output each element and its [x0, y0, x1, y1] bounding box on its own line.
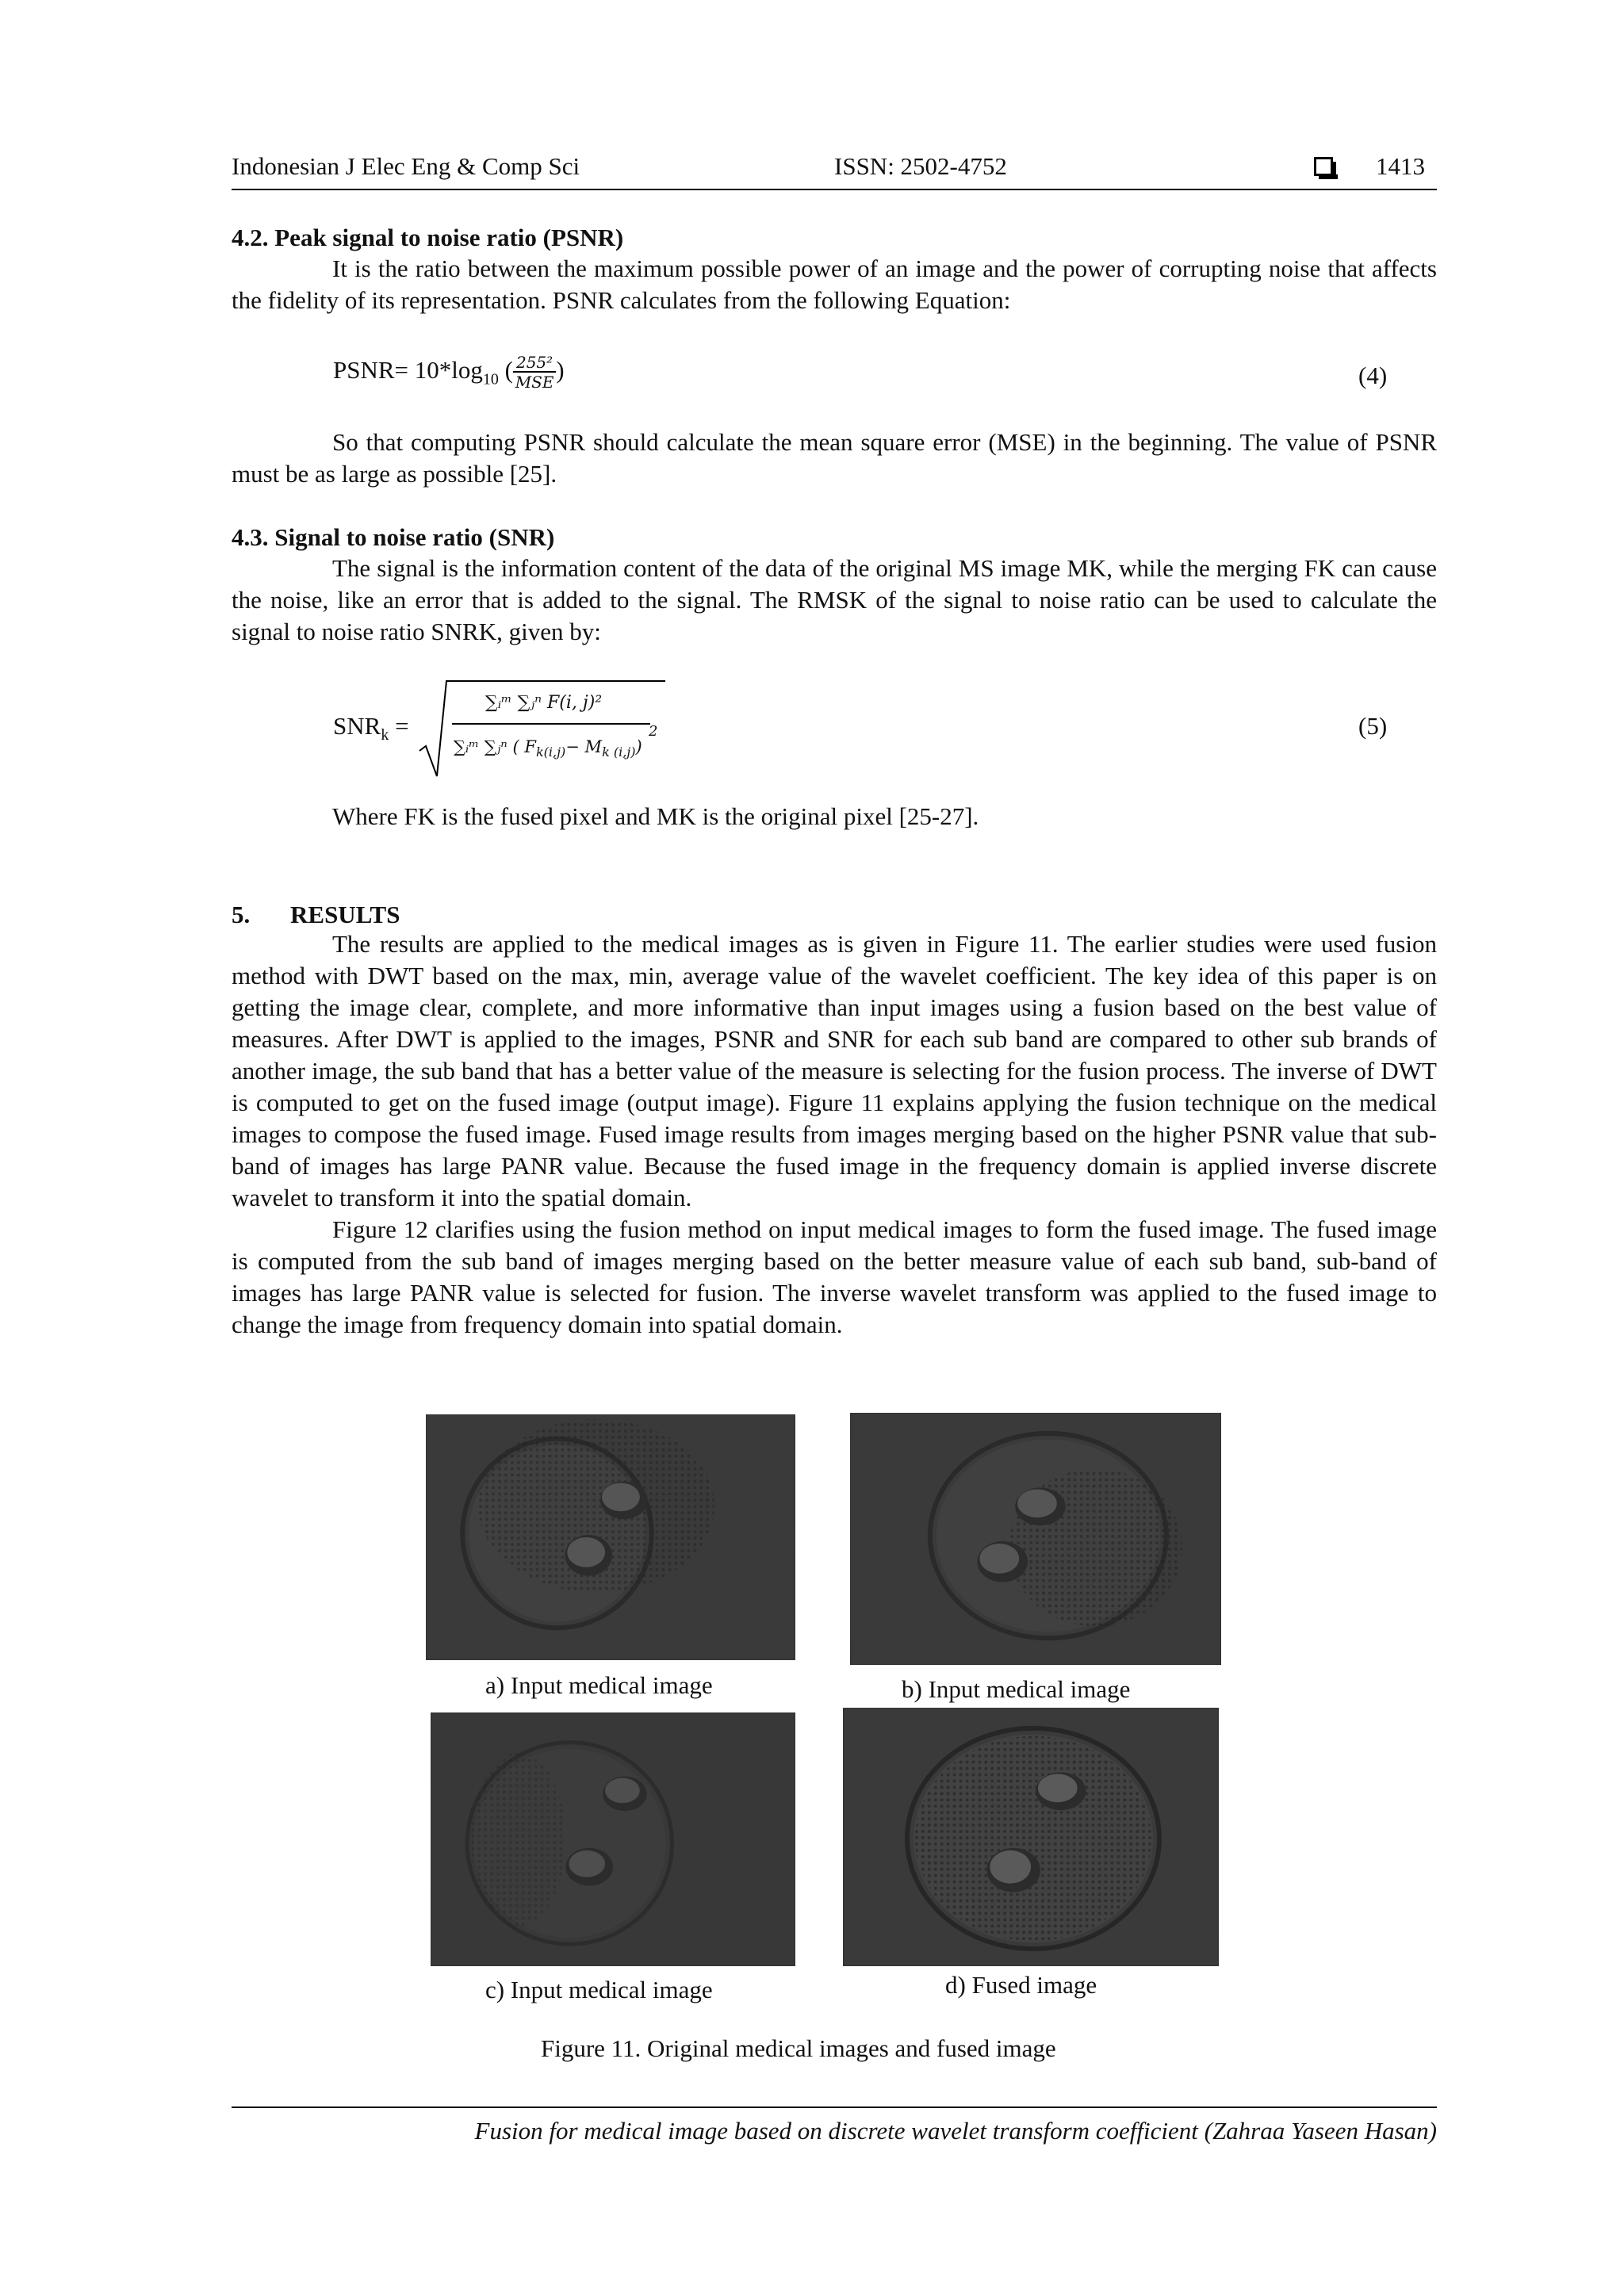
equation-denominator: MSE: [515, 373, 554, 392]
equation-subscript: k: [381, 726, 389, 744]
section-4-3-title: 4.3. Signal to noise ratio (SNR): [232, 523, 555, 551]
section-5-number: 5.: [232, 901, 251, 928]
equation-5-label: (5): [1358, 712, 1388, 740]
section-4-3-para1: [232, 553, 1437, 648]
paragraph: It is the ratio between the maximum possible power of an image and the power of corrupting noise that affects the fidelity of its representation. PSNR calculates from the following Equation:: [232, 254, 1437, 314]
caption-a: a) Input medical image: [485, 1671, 713, 1699]
section-5-body: [232, 928, 1437, 1341]
paragraph: The results are applied to the medical images as is given in Figure 11. The earlier studies were used fusion method with DWT based on the max, min, average value of the wavelet coefficient. The key idea of this paper is on getting the image clear, complete, and more informative than input images using a fusion based on the best value of measures. After DWT is applied to the images, PSNR and SNR for each sub band are compared to other sub brands of another image, the sub band that has a better value of the measure is selecting for the fusion process. The inverse of DWT is computed to get on the fused image (output image). Figure 11 explains applying the fusion technique on the medical images to compose the fused image. Fused image results from images merging based on the higher PSNR value that sub-band of images has large PANR value. Because the fused image in the frequency domain is applied inverse discrete wavelet to transform it into the spatial domain.: [232, 930, 1437, 1211]
header-rule: [232, 189, 1437, 190]
footer-rule: [232, 2107, 1437, 2108]
paragraph: Figure 12 clarifies using the fusion method on input medical images to form the fused image. The fused image is computed from the sub band of images merging based on the better measure value of each sub band, sub-band of images has large PANR value is selected for fusion. The inverse wavelet transform was applied to the fused image to change the image from frequency domain into spatial domain.: [232, 1215, 1437, 1338]
section-4-3-para2: [232, 801, 1437, 832]
issn: ISSN: 2502-4752: [834, 152, 1007, 180]
medical-image-c: [431, 1712, 795, 1966]
section-5-title: RESULTS: [290, 901, 400, 928]
caption-c: c) Input medical image: [485, 1976, 713, 2003]
section-4-2-para1: [232, 253, 1437, 316]
denominator-subscript: k (i,j): [602, 744, 636, 760]
cell-illustration: [431, 1713, 795, 1965]
equation-lhs: PSNR= 10*log: [333, 356, 483, 385]
denominator-part: − M: [565, 737, 603, 756]
equals-sign: =: [389, 712, 409, 740]
cell-illustration: [844, 1709, 1218, 1965]
footer-text: Fusion for medical image based on discrete wavelet transform coefficient (Zahraa Yaseen Hasan): [474, 2117, 1437, 2145]
paragraph: Where FK is the fused pixel and MK is the original pixel [25-27].: [332, 802, 979, 830]
equation-4: PSNR= $10*\log_{10}$ ( $\frac{\text{255²}}{\text{MSE}}$ ): [333, 353, 565, 392]
paragraph: The signal is the information content of the data of the original MS image MK, while the merging FK can cause the noise, like an error that is added to the signal. The RMSK of the signal to noise ratio can be used to calculate the signal to noise ratio SNRK, given by:: [232, 554, 1437, 645]
cell-illustration: [851, 1414, 1220, 1664]
section-4-2-title: 4.2. Peak signal to noise ratio (PSNR): [232, 224, 624, 251]
figure-caption: Figure 11. Original medical images and fused image: [541, 2034, 1056, 2062]
equation-fraction: [513, 354, 556, 392]
equation-numerator: 255²: [513, 354, 556, 373]
medical-image-a: [426, 1414, 795, 1660]
equation-5-denominator: [454, 737, 642, 760]
equation-5-lhs: [333, 712, 409, 744]
cell-illustration: [427, 1415, 795, 1659]
caption-d: d) Fused image: [945, 1971, 1097, 1999]
section-4-2-para2: [232, 427, 1437, 490]
equation-lhs: SNR: [333, 712, 381, 740]
checkbox-icon: [1314, 157, 1333, 176]
fraction-bar: [452, 723, 650, 725]
medical-image-b: [850, 1413, 1221, 1665]
caption-b: b) Input medical image: [902, 1675, 1131, 1703]
denominator-subscript: k(i,j): [535, 744, 566, 760]
denominator-part: ∑ᵢᵐ ∑ⱼⁿ ( F: [454, 737, 536, 756]
page-number: 1413: [1376, 152, 1425, 180]
paragraph: So that computing PSNR should calculate the mean square error (MSE) in the beginning. The value of PSNR must be as large as possible [25].: [232, 428, 1437, 488]
fused-image-d: [843, 1708, 1219, 1966]
equation-subscript: 10: [482, 370, 499, 388]
journal-name: Indonesian J Elec Eng & Comp Sci: [232, 152, 580, 180]
denominator-part: ): [635, 737, 642, 756]
equation-5-numerator: ∑ᵢᵐ ∑ⱼⁿ F(i, j)²: [485, 693, 603, 713]
equation-4-label: (4): [1358, 362, 1388, 389]
equation-5-square: 2: [649, 723, 658, 740]
